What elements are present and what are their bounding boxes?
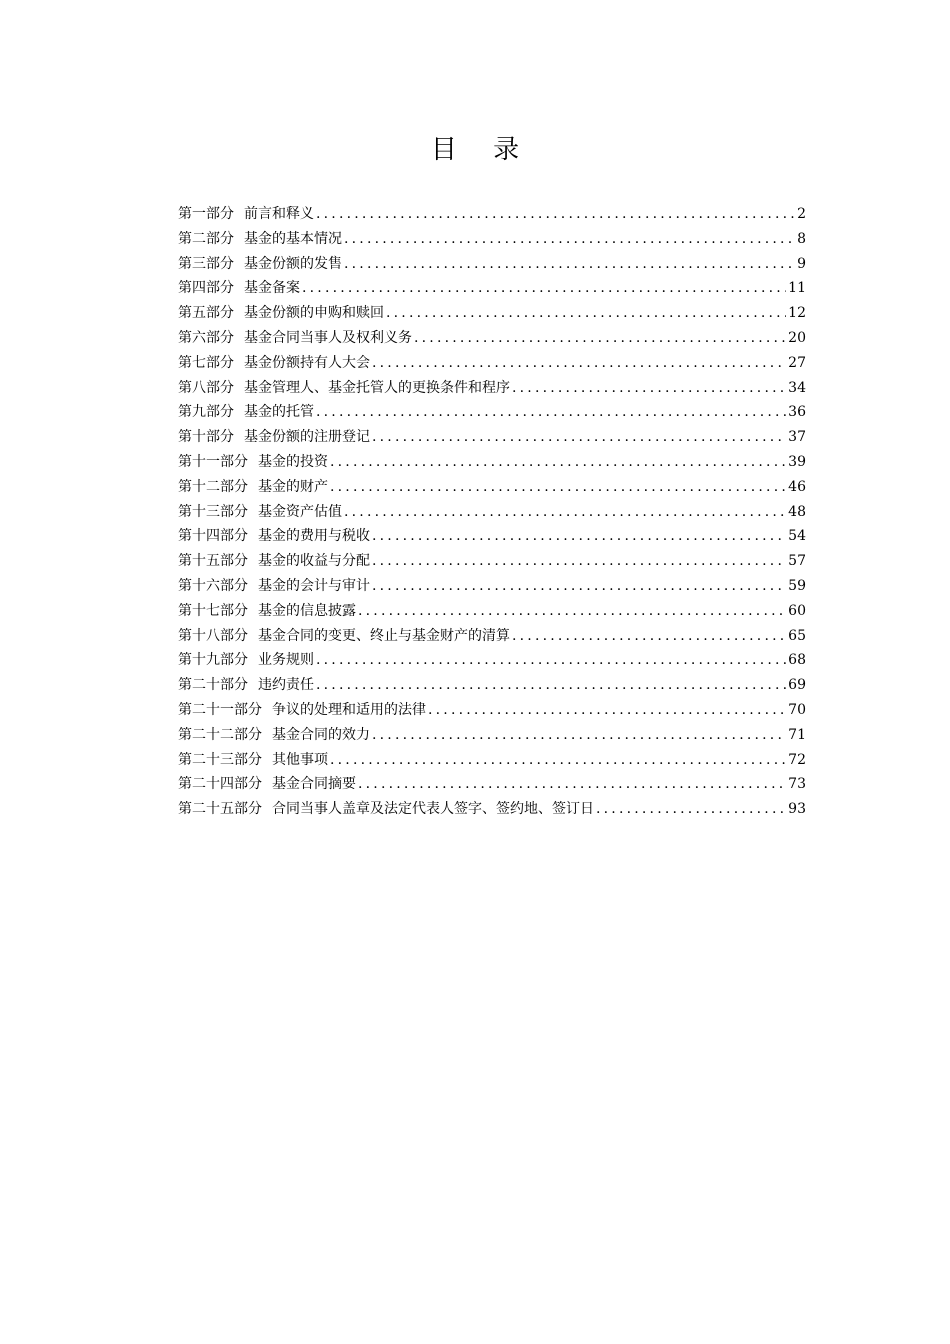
toc-entry-page-number: 34: [788, 379, 806, 396]
toc-entry-leader: [372, 351, 786, 376]
toc-entry-leader: [414, 326, 786, 351]
toc-entry-page-number: 37: [788, 429, 806, 446]
toc-entry-heading: 基金的基本情况: [244, 230, 342, 247]
toc-entry-part: 第十三部分: [178, 503, 248, 520]
toc-entry[interactable]: [178, 351, 806, 376]
toc-entry[interactable]: [178, 326, 806, 351]
toc-entry-heading: 基金份额的注册登记: [244, 429, 370, 446]
toc-entry-part: 第十四部分: [178, 528, 248, 545]
toc-entry[interactable]: [178, 797, 806, 822]
toc-entry[interactable]: [178, 500, 806, 525]
toc-entry-part: 第一部分: [178, 206, 234, 222]
toc-entry-heading: 基金的投资: [258, 453, 328, 470]
toc-entry-page-number: 57: [788, 553, 806, 570]
toc-entry[interactable]: [178, 673, 806, 698]
toc-entry-part: 第七部分: [178, 354, 234, 371]
toc-entry-part: 第二十部分: [178, 677, 248, 694]
toc-entry-leader: [372, 574, 786, 599]
toc-entry-leader: [330, 748, 786, 773]
toc-entry-page-number: 68: [788, 652, 806, 669]
toc-entry-leader: [316, 400, 786, 425]
toc-entry-page-number: 2: [797, 206, 806, 222]
toc-entry-page-number: 70: [788, 701, 806, 718]
toc-entry-leader: [344, 252, 795, 277]
toc-entry[interactable]: [178, 599, 806, 624]
toc-entry[interactable]: [178, 227, 806, 252]
toc-entry-leader: [372, 549, 786, 574]
toc-entry-page-number: 69: [788, 677, 806, 694]
toc-entry-page-number: 65: [788, 627, 806, 644]
toc-entry-heading: 基金的托管: [244, 404, 314, 421]
toc-entry-leader: [344, 500, 786, 525]
toc-entry-part: 第十一部分: [178, 453, 248, 470]
toc-entry-page-number: 72: [788, 751, 806, 768]
toc-entry-heading: 基金合同的效力: [272, 726, 370, 743]
toc-list: [178, 202, 806, 822]
toc-entry-heading: 基金的财产: [258, 478, 328, 495]
toc-entry-page-number: 27: [788, 354, 806, 371]
toc-title: 目 录: [430, 135, 534, 165]
toc-entry-leader: [386, 301, 786, 326]
toc-entry[interactable]: [178, 698, 806, 723]
toc-entry-leader: [316, 202, 795, 227]
toc-entry[interactable]: [178, 723, 806, 748]
toc-entry[interactable]: [178, 624, 806, 649]
toc-entry-leader: [358, 599, 786, 624]
toc-entry-heading: 基金合同的变更、终止与基金财产的清算: [258, 627, 510, 644]
toc-entry-part: 第二十四部分: [178, 776, 262, 793]
toc-entry-page-number: 71: [788, 726, 806, 743]
toc-entry[interactable]: [178, 400, 806, 425]
toc-entry-page-number: 36: [788, 404, 806, 421]
toc-entry-part: 第四部分: [178, 280, 234, 297]
toc-entry-part: 第二十二部分: [178, 726, 262, 743]
toc-entry-heading: 业务规则: [258, 652, 314, 669]
toc-entry-leader: [344, 227, 795, 252]
toc-entry-part: 第二十五部分: [178, 801, 262, 818]
toc-entry-part: 第八部分: [178, 379, 234, 396]
toc-entry-page-number: 12: [788, 305, 806, 322]
toc-entry[interactable]: [178, 450, 806, 475]
toc-entry-page-number: 60: [788, 602, 806, 619]
toc-entry-part: 第十八部分: [178, 627, 248, 644]
toc-entry[interactable]: [178, 748, 806, 773]
toc-entry-leader: [372, 723, 786, 748]
toc-entry-leader: [596, 797, 786, 822]
toc-entry[interactable]: [178, 475, 806, 500]
toc-entry-part: 第九部分: [178, 404, 234, 421]
toc-entry-heading: 前言和释义: [244, 206, 314, 222]
toc-entry-heading: 合同当事人盖章及法定代表人签字、签约地、签订日: [272, 801, 594, 818]
toc-entry-part: 第二十三部分: [178, 751, 262, 768]
toc-entry-page-number: 54: [788, 528, 806, 545]
toc-entry-leader: [428, 698, 786, 723]
toc-entry[interactable]: [178, 301, 806, 326]
toc-entry-heading: 基金份额持有人大会: [244, 354, 370, 371]
toc-entry[interactable]: [178, 549, 806, 574]
toc-entry-leader: [330, 475, 786, 500]
toc-entry-leader: [512, 376, 786, 401]
toc-entry-part: 第十二部分: [178, 478, 248, 495]
toc-entry[interactable]: [178, 524, 806, 549]
toc-entry-part: 第二部分: [178, 230, 234, 247]
toc-entry-leader: [372, 425, 786, 450]
toc-entry-heading: 基金备案: [244, 280, 300, 297]
toc-entry-heading: 基金份额的发售: [244, 255, 342, 272]
toc-entry[interactable]: [178, 276, 806, 301]
toc-entry-heading: 其他事项: [272, 751, 328, 768]
toc-entry-heading: 基金的会计与审计: [258, 577, 370, 594]
toc-entry-leader: [316, 673, 786, 698]
toc-entry[interactable]: [178, 574, 806, 599]
toc-entry-page-number: 59: [788, 577, 806, 594]
toc-entry-part: 第五部分: [178, 305, 234, 322]
toc-entry-page-number: 20: [788, 329, 806, 346]
toc-entry[interactable]: [178, 376, 806, 401]
toc-entry-page-number: 48: [788, 503, 806, 520]
toc-entry-heading: 基金资产估值: [258, 503, 342, 520]
toc-entry-leader: [512, 624, 786, 649]
toc-entry-heading: 违约责任: [258, 677, 314, 694]
toc-entry-page-number: 11: [788, 280, 806, 297]
toc-entry-heading: 基金的信息披露: [258, 602, 356, 619]
toc-entry-leader: [372, 524, 786, 549]
toc-entry-page-number: 9: [797, 255, 806, 272]
toc-entry-part: 第三部分: [178, 255, 234, 272]
toc-entry[interactable]: [178, 425, 806, 450]
toc-entry-leader: [302, 276, 786, 301]
toc-entry-heading: 基金的收益与分配: [258, 553, 370, 570]
toc-entry-leader: [358, 772, 786, 797]
toc-entry-heading: 基金的费用与税收: [258, 528, 370, 545]
toc-entry-page-number: 8: [797, 230, 806, 247]
toc-entry-page-number: 39: [788, 453, 806, 470]
toc-entry-part: 第十部分: [178, 429, 234, 446]
toc-entry[interactable]: [178, 772, 806, 797]
toc-entry-page-number: 73: [788, 776, 806, 793]
toc-entry-leader: [316, 648, 786, 673]
toc-entry-part: 第十九部分: [178, 652, 248, 669]
toc-entry-heading: 基金合同当事人及权利义务: [244, 329, 412, 346]
toc-entry[interactable]: [178, 252, 806, 277]
toc-entry[interactable]: [178, 202, 806, 227]
toc-entry-part: 第十五部分: [178, 553, 248, 570]
toc-entry-page-number: 46: [788, 478, 806, 495]
toc-entry[interactable]: [178, 648, 806, 673]
toc-entry-heading: 基金合同摘要: [272, 776, 356, 793]
toc-entry-heading: 争议的处理和适用的法律: [272, 701, 426, 718]
toc-entry-leader: [330, 450, 786, 475]
toc-entry-part: 第十六部分: [178, 577, 248, 594]
toc-entry-page-number: 93: [788, 801, 806, 818]
toc-entry-heading: 基金管理人、基金托管人的更换条件和程序: [244, 379, 510, 396]
toc-entry-part: 第六部分: [178, 329, 234, 346]
toc-entry-heading: 基金份额的申购和赎回: [244, 305, 384, 322]
toc-entry-part: 第十七部分: [178, 602, 248, 619]
toc-entry-part: 第二十一部分: [178, 701, 262, 718]
